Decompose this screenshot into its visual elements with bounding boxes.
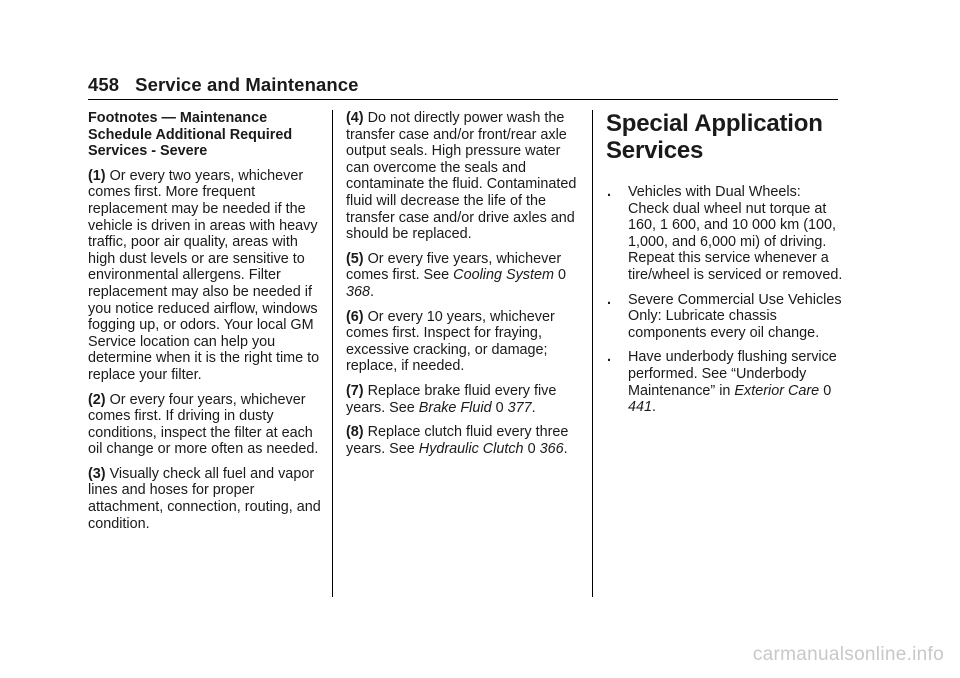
list-item-text: Have underbody flushing service performed. See “Underbody Maintenance” in (628, 349, 837, 399)
exterior-care-link[interactable]: Exterior Care (734, 382, 820, 399)
footnote-3 (88, 466, 324, 532)
footnote-5-number: (5) (346, 250, 364, 267)
column-2 (346, 110, 582, 465)
page-title: Service and Maintenance (135, 74, 359, 95)
bullet-3-page[interactable]: 441 (628, 399, 653, 416)
list-item-text: Severe Commercial Use Vehicles Only: Lubricate chassis components every oil change. (628, 291, 842, 341)
column-divider-2 (592, 110, 593, 597)
column-divider-1 (332, 110, 333, 597)
footnote-6-number: (6) (346, 308, 364, 325)
footnote-6-text: Or every 10 years, whichever comes first. Inspect for fraying, excessive cracking, or damage; replace, if needed. (346, 308, 555, 375)
footnote-7-page[interactable]: 377 (507, 399, 532, 416)
footnote-5-page[interactable]: 368 (346, 283, 371, 300)
bullet-icon: . (607, 184, 611, 200)
footnote-7: (7) Replace brake fluid every five years. See Brake Fluid 0 377. (346, 382, 557, 416)
page-number: 458 (88, 74, 120, 95)
footnote-2-number: (2) (88, 391, 106, 408)
watermark: carmanualsonline.info (752, 644, 944, 665)
footnote-8-page[interactable]: 366 (539, 440, 564, 457)
footnote-4-number: (4) (346, 110, 364, 126)
footnote-7-number: (7) (346, 382, 364, 399)
footnote-4-text: Do not directly power wash the transfer case and/or front/rear axle output seals. High pressure water can overcome the seals and contaminate the fluid. Contaminated fluid will decrease the life of the transfer case and/or drive axles and should be replaced. (346, 110, 577, 243)
footnote-2-text: Or every four years, whichever comes first. If driving in dusty conditions, inspect the filter at each oil change or more often as needed. (88, 391, 319, 458)
footnote-5: (5) Or every five years, whichever comes first. See Cooling System 0 368. (346, 250, 566, 300)
footnote-8-number: (8) (346, 424, 364, 441)
footnote-3-text: Visually check all fuel and vapor lines and hoses for proper attachment, connection, routing, and condition. (88, 465, 321, 532)
footnote-8: (8) Replace clutch fluid every three years. See Hydraulic Clutch 0 366. (346, 424, 569, 457)
bullet-icon: . (607, 291, 611, 308)
services-list (606, 184, 844, 416)
footnote-3-number: (3) (88, 465, 106, 482)
cooling-system-link[interactable]: Cooling System (453, 267, 554, 284)
page-ref-arrow-icon: 0 (557, 267, 566, 284)
page-ref-arrow-icon: 0 (823, 382, 832, 399)
page-ref-arrow-icon: 0 (527, 440, 536, 457)
hydraulic-clutch-link[interactable]: Hydraulic Clutch (418, 440, 524, 457)
footnote-1 (88, 168, 324, 384)
footnote-7-text: Replace brake fluid every five years. See (346, 382, 557, 416)
column-3 (606, 110, 844, 424)
footnote-1-number: (1) (88, 167, 106, 184)
footnote-5-text: Or every five years, whichever comes first. See (346, 250, 562, 284)
footnote-4 (346, 110, 582, 243)
list-item: . Have underbody flushing service performed. See “Underbody Maintenance” in Exterior Care 0 441. (607, 349, 837, 416)
header-rule (88, 99, 838, 100)
list-item (606, 292, 844, 342)
footnote-1-text: Or every two years, whichever comes first. More frequent replacement may be needed if the vehicle is driven in areas with heavy traffic, poor air quality, areas with high dust levels or are sensitive to environmental allergens. Filter replacement may also be needed if you notice reduced airflow, windows fogging up, or odors. Your local GM Service location can help you determine when it is the right time to replace your filter. (88, 167, 320, 383)
bullet-icon: . (607, 349, 611, 366)
page-header (88, 74, 359, 96)
footnote-2 (88, 392, 324, 458)
footnote-6 (346, 309, 582, 375)
footnote-8-text: Replace clutch fluid every three years. See (346, 424, 569, 457)
list-item (606, 184, 844, 284)
footnotes-heading: Footnotes — Maintenance Schedule Additional Required Services - Severe (88, 110, 293, 160)
column-1 (88, 110, 324, 540)
page-ref-arrow-icon: 0 (495, 399, 504, 416)
list-item-text: Vehicles with Dual Wheels: Check dual wheel nut torque at 160, 1 600, and 10 000 km (100, 1,000, and 6,000 mi) of driving. Repeat this service whenever a tire/wheel is serviced or removed. (628, 184, 843, 283)
brake-fluid-link[interactable]: Brake Fluid (418, 399, 492, 416)
section-title: Special Application Services (606, 110, 823, 164)
